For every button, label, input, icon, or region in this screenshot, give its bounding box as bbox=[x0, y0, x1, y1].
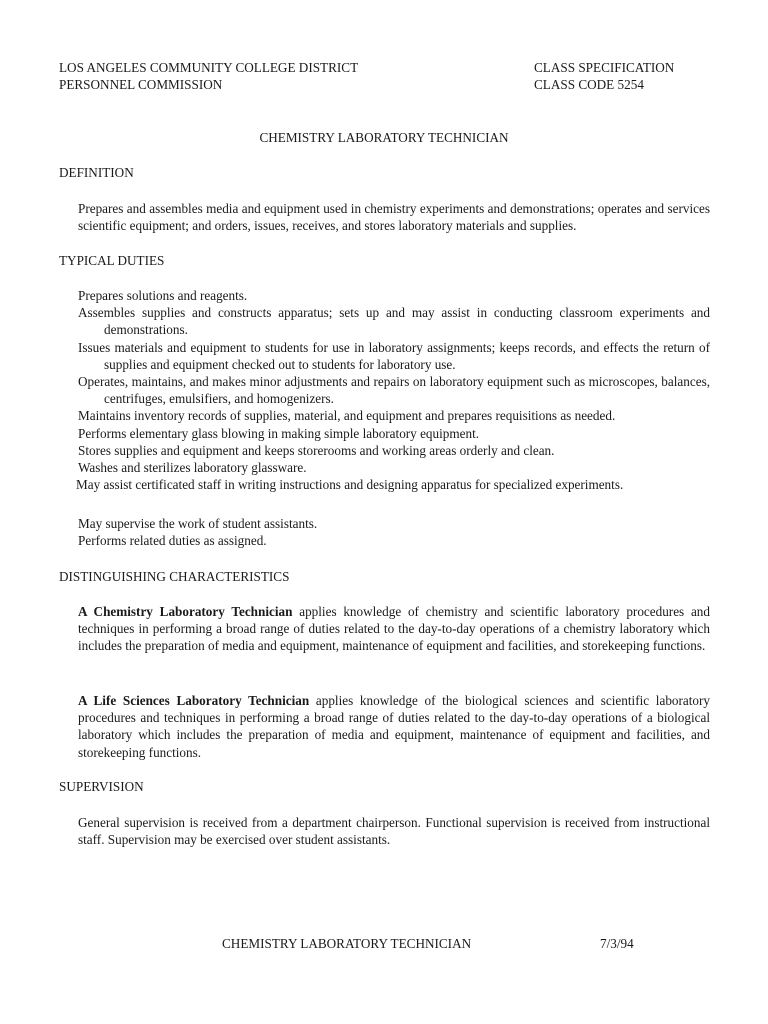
duty-item: Prepares solutions and reagents. bbox=[78, 288, 248, 303]
header-right bbox=[534, 59, 674, 93]
life-sciences-tech-description: applies knowledge of the biological sciences and scientific laboratory procedures and techniques in performing a broad range of duties related to the day-to-day operations of a biological laboratory which includes the preparation of media and equipment, maintenance of equipment and facilities, and storekeeping functions. bbox=[78, 693, 710, 760]
duty-item: May assist certificated staff in writing instructions and designing apparatus for specialized experiments. bbox=[76, 477, 624, 493]
misc-duty-item: May supervise the work of student assistants. bbox=[78, 516, 318, 531]
spec-label: CLASS SPECIFICATION bbox=[534, 60, 675, 75]
chemistry-tech-term: A Chemistry Laboratory Technician bbox=[78, 604, 293, 619]
misc-duty-item: Performs related duties as assigned. bbox=[78, 533, 267, 549]
supervision-text: General supervision is received from a department chairperson. Functional supervision is received from instructional staff. Supervision may be exercised over student assistants. bbox=[78, 815, 710, 848]
duty-item: Stores supplies and equipment and keeps storerooms and working areas orderly and clean. bbox=[78, 442, 555, 458]
commission-name: PERSONNEL COMMISSION bbox=[59, 77, 223, 93]
footer-date: 7/3/94 bbox=[600, 936, 634, 951]
supervision-heading: SUPERVISION bbox=[59, 779, 144, 794]
life-sciences-tech-paragraph bbox=[78, 692, 710, 761]
distinguishing-heading: DISTINGUISHING CHARACTERISTICS bbox=[59, 569, 290, 584]
district-name: LOS ANGELES COMMUNITY COLLEGE DISTRICT bbox=[59, 60, 359, 75]
duty-item: Operates, maintains, and makes minor adjustments and repairs on laboratory equipment such as microscopes, balances, centrifuges, emulsifiers, and homogenizers. bbox=[78, 374, 710, 407]
duties-list bbox=[78, 287, 710, 493]
misc-duties-list bbox=[78, 515, 710, 549]
duty-item: Assembles supplies and constructs apparatus; sets up and may assist in conducting classroom experiments and demonstrations. bbox=[78, 305, 710, 338]
duty-item: Performs elementary glass blowing in making simple laboratory equipment. bbox=[78, 425, 480, 441]
footer-title: CHEMISTRY LABORATORY TECHNICIAN bbox=[222, 936, 472, 951]
duties-heading: TYPICAL DUTIES bbox=[59, 253, 165, 268]
life-sciences-tech-term: A Life Sciences Laboratory Technician bbox=[78, 693, 310, 708]
duty-item: Washes and sterilizes laboratory glassware. bbox=[78, 460, 307, 476]
chemistry-tech-description: applies knowledge of chemistry and scientific laboratory procedures and techniques in performing a broad range of duties related to the day-to-day operations of a chemistry laboratory which includes the preparation of media and equipment, maintenance of equipment and facilities, and storekeeping functions. bbox=[78, 604, 710, 654]
chemistry-tech-paragraph bbox=[78, 603, 710, 655]
definition-heading: DEFINITION bbox=[59, 165, 134, 180]
duty-item: Issues materials and equipment to students for use in laboratory assignments; keeps records, and effects the return of supplies and equipment checked out to students for laboratory use. bbox=[78, 339, 710, 372]
duty-item: Maintains inventory records of supplies, material, and equipment and prepares requisitions as needed. bbox=[78, 408, 616, 424]
class-code: CLASS CODE 5254 bbox=[534, 77, 644, 93]
definition-text: Prepares and assembles media and equipment used in chemistry experiments and demonstrations; operates and services scientific equipment; and orders, issues, receives, and stores laboratory materials and supplies. bbox=[78, 201, 710, 234]
header-left bbox=[59, 59, 358, 93]
document-title: CHEMISTRY LABORATORY TECHNICIAN bbox=[259, 130, 509, 145]
